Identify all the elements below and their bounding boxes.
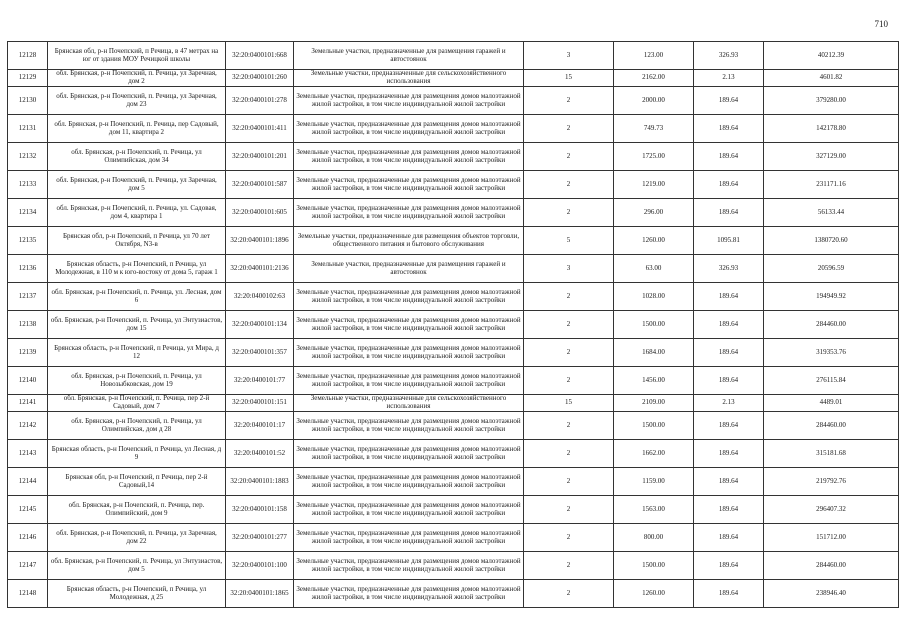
cell-group: 3: [524, 42, 614, 70]
cell-cadastral-number: 32:20:0400101:158: [226, 496, 294, 524]
cell-area: 1260.00: [614, 227, 694, 255]
cell-land-use: Земельные участки, предназначенные для размещения домов малоэтажной жилой застройки, в том числе индивидуальной жилой застройки: [294, 440, 524, 468]
cell-address: обл. Брянская, р-н Почепский, п. Речица, ул Заречная, дом 5: [48, 171, 226, 199]
cell-group: 2: [524, 311, 614, 339]
cell-address: обл. Брянская, р-н Почепский, п. Речица, ул. Садовая, дом 4, квартира 1: [48, 199, 226, 227]
cell-address: Брянская обл, р-н Почепский, п Речица, ул 70 лет Октября, N3-в: [48, 227, 226, 255]
cell-cadastral-value: 327129.00: [764, 143, 899, 171]
cell-row-id: 12138: [8, 311, 48, 339]
cell-group: 2: [524, 283, 614, 311]
cell-group: 2: [524, 412, 614, 440]
cell-address: обл. Брянская, р-н Почепский, п. Речица, пер 2-й Садовый, дом 7: [48, 395, 226, 412]
cell-cadastral-number: 32:20:0400101:411: [226, 115, 294, 143]
cell-cadastral-number: 32:20:0400101:1896: [226, 227, 294, 255]
cell-cadastral-number: 32:20:0400102:63: [226, 283, 294, 311]
cell-area: 1725.00: [614, 143, 694, 171]
cell-land-use: Земельные участки, предназначенные для размещения домов малоэтажной жилой застройки, в том числе индивидуальной жилой застройки: [294, 367, 524, 395]
cell-group: 2: [524, 339, 614, 367]
table-row: [8, 552, 899, 580]
cell-cadastral-number: 32:20:0400101:100: [226, 552, 294, 580]
cell-area: 1260.00: [614, 580, 694, 608]
cell-area: 1500.00: [614, 311, 694, 339]
table-row: [8, 199, 899, 227]
cell-land-use: Земельные участки, предназначенные для размещения домов малоэтажной жилой застройки, в том числе индивидуальной жилой застройки: [294, 199, 524, 227]
cell-cadastral-value: 20596.59: [764, 255, 899, 283]
cell-group: 15: [524, 395, 614, 412]
cell-cadastral-number: 32:20:0400101:1883: [226, 468, 294, 496]
cell-specific-value: 189.64: [694, 171, 764, 199]
table-row: [8, 227, 899, 255]
cell-address: обл. Брянская, р-н Почепский, п. Речица, ул Заречная, дом 23: [48, 87, 226, 115]
cell-cadastral-number: 32:20:0400101:201: [226, 143, 294, 171]
cell-group: 2: [524, 468, 614, 496]
cell-cadastral-value: 40212.39: [764, 42, 899, 70]
cell-cadastral-number: 32:20:0400101:668: [226, 42, 294, 70]
table-row: [8, 367, 899, 395]
cell-area: 1684.00: [614, 339, 694, 367]
cell-cadastral-value: 142178.80: [764, 115, 899, 143]
cell-group: 2: [524, 524, 614, 552]
table-row: [8, 255, 899, 283]
cell-cadastral-value: 4601.82: [764, 70, 899, 87]
cell-specific-value: 189.64: [694, 115, 764, 143]
cell-specific-value: 189.64: [694, 283, 764, 311]
cell-area: 1500.00: [614, 412, 694, 440]
cell-land-use: Земельные участки, предназначенные для размещения объектов торговли, общественного питания и бытового обслуживания: [294, 227, 524, 255]
cell-row-id: 12144: [8, 468, 48, 496]
cell-address: Брянская область, р-н Почепский, п Речица, ул Лесная, д 9: [48, 440, 226, 468]
cell-cadastral-number: 32:20:0400101:52: [226, 440, 294, 468]
cell-cadastral-value: 219792.76: [764, 468, 899, 496]
cell-land-use: Земельные участки, предназначенные для размещения домов малоэтажной жилой застройки, в том числе индивидуальной жилой застройки: [294, 143, 524, 171]
cell-land-use: Земельные участки, предназначенные для размещения домов малоэтажной жилой застройки, в том числе индивидуальной жилой застройки: [294, 339, 524, 367]
cell-cadastral-value: 284460.00: [764, 552, 899, 580]
cell-land-use: Земельные участки, предназначенные для сельскохозяйственного использования: [294, 70, 524, 87]
cell-cadastral-value: 1380720.60: [764, 227, 899, 255]
cell-address: обл. Брянская, р-н Почепский, п. Речица, ул Энтузиастов, дом 5: [48, 552, 226, 580]
cell-address: Брянская обл, р-н Почепский, п Речица, пер 2-й Садовый,14: [48, 468, 226, 496]
cell-row-id: 12132: [8, 143, 48, 171]
cell-cadastral-number: 32:20:0400101:278: [226, 87, 294, 115]
cell-area: 63.00: [614, 255, 694, 283]
cell-group: 5: [524, 227, 614, 255]
cell-area: 296.00: [614, 199, 694, 227]
cell-land-use: Земельные участки, предназначенные для размещения гаражей и автостоянок: [294, 255, 524, 283]
cell-specific-value: 189.64: [694, 87, 764, 115]
cell-area: 123.00: [614, 42, 694, 70]
cell-address: обл. Брянская, р-н Почепский, п. Речица, ул Олимпийская, дом 34: [48, 143, 226, 171]
cell-cadastral-value: 238946.40: [764, 580, 899, 608]
cell-cadastral-number: 32:20:0400101:1865: [226, 580, 294, 608]
cell-area: 1500.00: [614, 552, 694, 580]
cell-address: обл. Брянская, р-н Почепский, п. Речица, пер. Олимпийский, дом 9: [48, 496, 226, 524]
table-row: [8, 115, 899, 143]
cell-address: обл. Брянская, р-н Почепский, п. Речица, ул Новозыбковская, дом 19: [48, 367, 226, 395]
cell-row-id: 12148: [8, 580, 48, 608]
cell-address: обл. Брянская, р-н Почепский, п. Речица, ул Энтузиастов, дом 15: [48, 311, 226, 339]
cell-land-use: Земельные участки, предназначенные для размещения домов малоэтажной жилой застройки, в том числе индивидуальной жилой застройки: [294, 115, 524, 143]
cell-cadastral-number: 32:20:0400101:605: [226, 199, 294, 227]
cell-cadastral-value: 284460.00: [764, 412, 899, 440]
cell-row-id: 12134: [8, 199, 48, 227]
cell-cadastral-number: 32:20:0400101:77: [226, 367, 294, 395]
cell-cadastral-value: 194949.92: [764, 283, 899, 311]
cell-address: обл. Брянская, р-н Почепский, п. Речица, ул Олимпийская, дом д 28: [48, 412, 226, 440]
cell-row-id: 12139: [8, 339, 48, 367]
cell-cadastral-value: 231171.16: [764, 171, 899, 199]
cell-cadastral-number: 32:20:0400101:2136: [226, 255, 294, 283]
table-row: [8, 524, 899, 552]
cell-row-id: 12131: [8, 115, 48, 143]
cell-specific-value: 326.93: [694, 255, 764, 283]
cell-row-id: 12129: [8, 70, 48, 87]
cell-area: 2162.00: [614, 70, 694, 87]
table-row: [8, 496, 899, 524]
cell-group: 3: [524, 255, 614, 283]
cell-row-id: 12128: [8, 42, 48, 70]
cadastral-value-table: [7, 41, 899, 608]
table-row: [8, 171, 899, 199]
cell-area: 1219.00: [614, 171, 694, 199]
cell-specific-value: 189.64: [694, 496, 764, 524]
cell-address: Брянская область, р-н Почепский, п Речица, ул Мира, д 12: [48, 339, 226, 367]
table-row: [8, 283, 899, 311]
cell-land-use: Земельные участки, предназначенные для размещения домов малоэтажной жилой застройки, в том числе индивидуальной жилой застройки: [294, 496, 524, 524]
cell-address: Брянская область, р-н Почепский, п Речица, ул Молодежная, в 110 м к юго-востоку от дома 5, гараж 1: [48, 255, 226, 283]
cell-group: 2: [524, 580, 614, 608]
cell-row-id: 12137: [8, 283, 48, 311]
cell-group: 2: [524, 143, 614, 171]
table-row: [8, 143, 899, 171]
cell-specific-value: 189.64: [694, 311, 764, 339]
cell-land-use: Земельные участки, предназначенные для размещения гаражей и автостоянок: [294, 42, 524, 70]
cell-land-use: Земельные участки, предназначенные для размещения домов малоэтажной жилой застройки, в том числе индивидуальной жилой застройки: [294, 87, 524, 115]
table-row: [8, 395, 899, 412]
table-row: [8, 440, 899, 468]
cell-specific-value: 189.64: [694, 580, 764, 608]
cell-group: 2: [524, 367, 614, 395]
cell-specific-value: 2.13: [694, 395, 764, 412]
cell-address: обл. Брянская, р-н Почепский, п. Речица, ул. Лесная, дом 6: [48, 283, 226, 311]
cell-area: 1662.00: [614, 440, 694, 468]
cell-specific-value: 189.64: [694, 143, 764, 171]
cell-cadastral-value: 319353.76: [764, 339, 899, 367]
cell-specific-value: 189.64: [694, 440, 764, 468]
cell-cadastral-value: 276115.84: [764, 367, 899, 395]
cell-address: обл. Брянская, р-н Почепский, п. Речица, ул Заречная, дом 22: [48, 524, 226, 552]
page-number: 710: [874, 19, 888, 29]
table-row: [8, 468, 899, 496]
cell-area: 1028.00: [614, 283, 694, 311]
cell-address: Брянская область, р-н Почепский, п Речица, ул Молодежная, д 25: [48, 580, 226, 608]
cell-cadastral-value: 56133.44: [764, 199, 899, 227]
cell-land-use: Земельные участки, предназначенные для размещения домов малоэтажной жилой застройки, в том числе индивидуальной жилой застройки: [294, 171, 524, 199]
cell-cadastral-value: 151712.00: [764, 524, 899, 552]
table-row: [8, 42, 899, 70]
cell-group: 2: [524, 496, 614, 524]
cell-specific-value: 189.64: [694, 199, 764, 227]
cell-cadastral-number: 32:20:0400101:277: [226, 524, 294, 552]
cell-cadastral-number: 32:20:0400101:357: [226, 339, 294, 367]
cell-cadastral-number: 32:20:0400101:260: [226, 70, 294, 87]
cell-cadastral-number: 32:20:0400101:134: [226, 311, 294, 339]
cell-group: 2: [524, 440, 614, 468]
cell-specific-value: 189.64: [694, 524, 764, 552]
cell-area: 1159.00: [614, 468, 694, 496]
table-row: [8, 70, 899, 87]
cell-land-use: Земельные участки, предназначенные для размещения домов малоэтажной жилой застройки, в том числе индивидуальной жилой застройки: [294, 524, 524, 552]
table-row: [8, 87, 899, 115]
cell-row-id: 12141: [8, 395, 48, 412]
cell-area: 2000.00: [614, 87, 694, 115]
cell-row-id: 12142: [8, 412, 48, 440]
cell-group: 2: [524, 87, 614, 115]
cell-specific-value: 189.64: [694, 412, 764, 440]
cell-specific-value: 2.13: [694, 70, 764, 87]
table-row: [8, 311, 899, 339]
cell-row-id: 12136: [8, 255, 48, 283]
table-body: [8, 42, 899, 608]
cell-group: 2: [524, 552, 614, 580]
cell-area: 1456.00: [614, 367, 694, 395]
cell-row-id: 12143: [8, 440, 48, 468]
table-row: [8, 339, 899, 367]
cell-row-id: 12146: [8, 524, 48, 552]
cell-land-use: Земельные участки, предназначенные для размещения домов малоэтажной жилой застройки, в том числе индивидуальной жилой застройки: [294, 468, 524, 496]
cell-cadastral-value: 4489.01: [764, 395, 899, 412]
cell-land-use: Земельные участки, предназначенные для размещения домов малоэтажной жилой застройки, в том числе индивидуальной жилой застройки: [294, 283, 524, 311]
cell-address: Брянская обл, р-н Почепский, п Речица, в 47 метрах на юг от здания МОУ Речицкой школы: [48, 42, 226, 70]
cell-specific-value: 189.64: [694, 367, 764, 395]
cell-cadastral-number: 32:20:0400101:151: [226, 395, 294, 412]
cell-specific-value: 189.64: [694, 339, 764, 367]
cell-area: 800.00: [614, 524, 694, 552]
cell-row-id: 12135: [8, 227, 48, 255]
cell-row-id: 12133: [8, 171, 48, 199]
cell-land-use: Земельные участки, предназначенные для сельскохозяйственного использования: [294, 395, 524, 412]
cell-specific-value: 1095.81: [694, 227, 764, 255]
cell-land-use: Земельные участки, предназначенные для размещения домов малоэтажной жилой застройки, в том числе индивидуальной жилой застройки: [294, 552, 524, 580]
cell-land-use: Земельные участки, предназначенные для размещения домов малоэтажной жилой застройки, в том числе индивидуальной жилой застройки: [294, 412, 524, 440]
table-row: [8, 580, 899, 608]
cell-cadastral-value: 379280.00: [764, 87, 899, 115]
cell-row-id: 12140: [8, 367, 48, 395]
cell-specific-value: 326.93: [694, 42, 764, 70]
cell-cadastral-value: 296407.32: [764, 496, 899, 524]
cell-group: 15: [524, 70, 614, 87]
cell-address: обл. Брянская, р-н Почепский, п. Речица, пер Садовый, дом 11, квартира 2: [48, 115, 226, 143]
cell-row-id: 12147: [8, 552, 48, 580]
cell-group: 2: [524, 199, 614, 227]
cell-area: 2109.00: [614, 395, 694, 412]
cell-land-use: Земельные участки, предназначенные для размещения домов малоэтажной жилой застройки, в том числе индивидуальной жилой застройки: [294, 311, 524, 339]
cell-cadastral-number: 32:20:0400101:587: [226, 171, 294, 199]
cell-specific-value: 189.64: [694, 552, 764, 580]
cell-area: 1563.00: [614, 496, 694, 524]
cell-address: обл. Брянская, р-н Почепский, п. Речица, ул Заречная, дом 2: [48, 70, 226, 87]
table-row: [8, 412, 899, 440]
cell-cadastral-number: 32:20:0400101:17: [226, 412, 294, 440]
cell-row-id: 12130: [8, 87, 48, 115]
cell-specific-value: 189.64: [694, 468, 764, 496]
cell-area: 749.73: [614, 115, 694, 143]
cell-cadastral-value: 315181.68: [764, 440, 899, 468]
cell-row-id: 12145: [8, 496, 48, 524]
cell-land-use: Земельные участки, предназначенные для размещения домов малоэтажной жилой застройки, в том числе индивидуальной жилой застройки: [294, 580, 524, 608]
cell-cadastral-value: 284460.00: [764, 311, 899, 339]
cell-group: 2: [524, 171, 614, 199]
cell-group: 2: [524, 115, 614, 143]
